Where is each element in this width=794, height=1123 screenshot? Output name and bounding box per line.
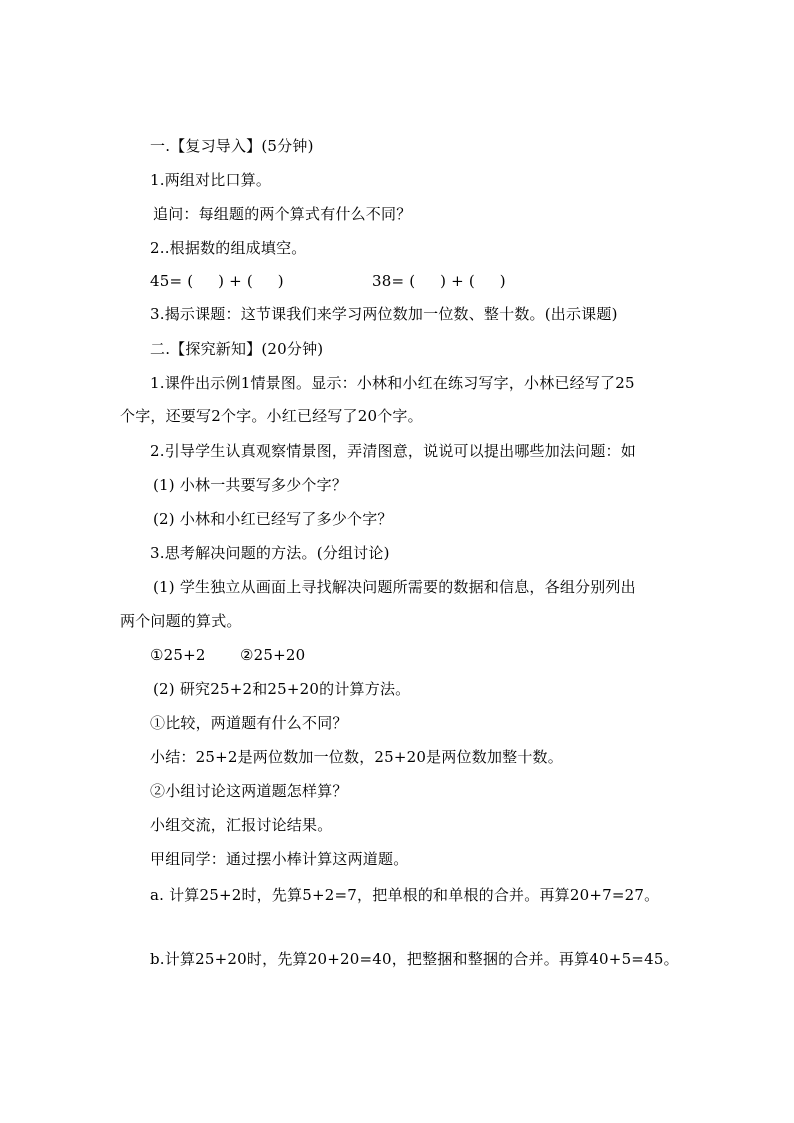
step-1-line-1: (1) 学生独立从画面上寻找解决问题所需要的数据和信息，各组分别列出 <box>153 578 636 596</box>
section-2-item-3: 3.思考解决问题的方法。(分组讨论) <box>150 544 390 562</box>
section-1-item-1: 1.两组对比口算。 <box>150 171 272 189</box>
section-1-item-2: 2..根据数的组成填空。 <box>150 239 307 257</box>
group-a-statement: 甲组同学：通过摆小棒计算这两道题。 <box>150 850 409 868</box>
section-1-item-3: 3.揭示课题：这节课我们来学习两位数加一位数、整十数。(出示课题) <box>150 305 618 323</box>
formula-1: ①25+2 <box>150 646 206 664</box>
followup-question: 追问：每组题的两个算式有什么不同？ <box>153 205 412 223</box>
section-1-heading: 一.【复习导入】(5分钟) <box>150 137 314 155</box>
discuss-question: ②小组讨论这两道题怎样算？ <box>150 782 348 800</box>
section-2-item-1-line-2: 个字，还要写2个字。小红已经写了20个字。 <box>120 407 423 425</box>
summary: 小结：25+2是两位数加一位数，25+20是两位数加整十数。 <box>150 748 563 766</box>
compare-question: ①比较，两道题有什么不同？ <box>150 714 348 732</box>
question-2: (2) 小林和小红已经写了多少个字？ <box>153 510 393 528</box>
formula-2: ②25+20 <box>240 646 306 664</box>
section-2-heading: 二.【探究新知】(20分钟) <box>150 340 324 358</box>
question-1: (1) 小林一共要写多少个字？ <box>153 476 348 494</box>
step-2: (2) 研究25+2和25+20的计算方法。 <box>153 680 411 698</box>
section-2-item-2: 2.引导学生认真观察情景图，弄清图意，说说可以提出哪些加法问题：如 <box>150 442 636 460</box>
fill-blank-38: 38= ( ) + ( ) <box>372 272 506 290</box>
method-a: a. 计算25+2时，先算5+2=7，把单根的和单根的合并。再算20+7=27。 <box>150 886 660 904</box>
method-b: b.计算25+20时，先算20+20=40，把整捆和整捆的合并。再算40+5=45。 <box>150 950 679 968</box>
group-exchange: 小组交流，汇报讨论结果。 <box>150 816 333 834</box>
step-1-line-2: 两个问题的算式。 <box>120 612 242 630</box>
section-2-item-1-line-1: 1.课件出示例1情景图。显示：小林和小红在练习写字，小林已经写了25 <box>150 374 635 392</box>
fill-blank-45: 45= ( ) + ( ) <box>150 272 284 290</box>
